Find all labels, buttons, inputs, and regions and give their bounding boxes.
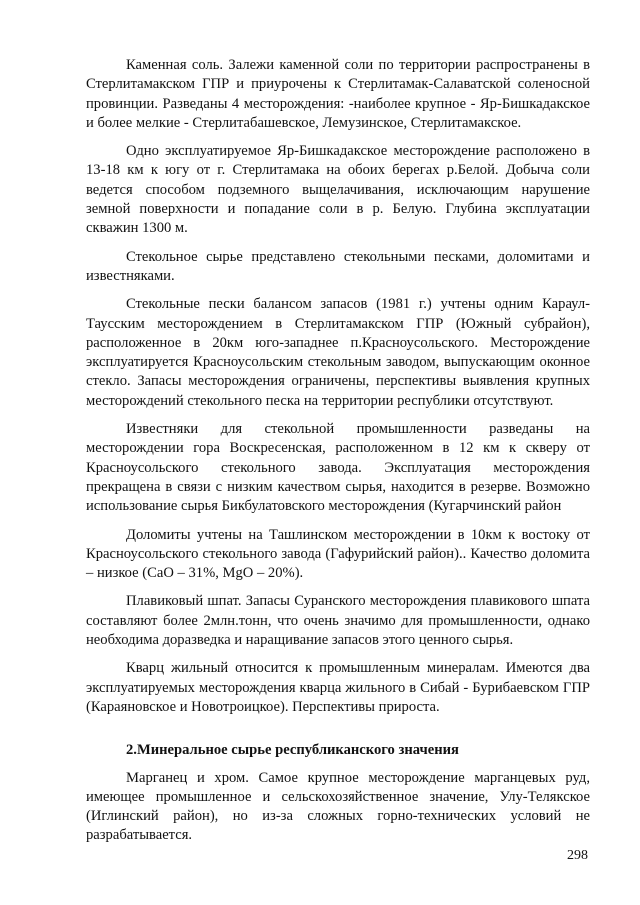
section-heading: 2.Минеральное сырье республиканского значения <box>126 742 459 759</box>
paragraph-manganese-chrome: Марганец и хром. Самое крупное месторождение марганцевых руд, имеющее промышленное и сельскохозяйственное значение, Улу-Телякское (Иглинский район), но из-за сложных горно-технических условий не разрабатывается. <box>86 769 590 844</box>
paragraph-glass-sands: Стекольные пески балансом запасов (1981 г.) учтены одним Караул-Таусским месторождением в Стерлитамакском ГПР (Южный субрайон), расположенное в 20км юго-западнее п.Красноусольского. Месторождение эксплуатируется Красноусольским стекольным заводом, выпускающим оконное стекло. Запасы месторождения ограничены, перспективы выявления крупных месторождений стекольного песка на территории республики отсутствуют. <box>86 296 590 409</box>
paragraph-vein-quartz: Кварц жильный относится к промышленным минералам. Имеются два эксплуатируемых месторождения кварца жильного в Сибай - Бурибаевском ГПР (Караяновское и Новотроицкое). Перспективы прироста. <box>86 660 590 715</box>
paragraph-rock-salt: Каменная соль. Залежи каменной соли по территории распространены в Стерлитамакском ГПР и приурочены к Стерлитамак-Салаватской соленосной провинции. Разведаны 4 месторождения: -наиболее крупное - Яр-Бишкадакское и более мелкие - Стерлитабашевское, Лемузинское, Стерлитамакское. <box>86 57 590 131</box>
paragraph-yar-bishkadak-deposit: Одно эксплуатируемое Яр-Бишкадакское месторождение расположено в 13-18 км к югу от г. Стерлитамака на обоих берегах р.Белой. Добыча соли ведется способом подземного выщелачивания, исключающим нарушение земной поверхности и попадание соли в р. Белую. Глубина эксплуатации скважин 1300 м. <box>86 143 590 237</box>
paragraph-glass-raw-materials: Стекольное сырье представлено стекольными песками, доломитами и известняками. <box>86 248 590 284</box>
paragraph-fluorspar: Плавиковый шпат. Запасы Суранского месторождения плавикового шпата составляют более 2млн.тонн, что очень значимо для промышленности, однако необходима доразведка и наращивание запасов этого ценного сырья. <box>86 593 590 649</box>
page-number: 298 <box>567 848 588 863</box>
paragraph-dolomites: Доломиты учтены на Ташлинском месторождении в 10км к востоку от Красноусольского стекольного завода (Гафурийский район).. Качество доломита – низкое (CaO – 31%, MgO – 20%). <box>86 526 590 582</box>
paragraph-limestones: Известняки для стекольной промышленности разведаны на месторождении гора Воскресенская, расположенном в 12 км к скверу от Красноусольского стекольного завода. Эксплуатация месторождения прекращена в связи с низким качеством сырья, находится в резерве. Возможно использование сырья Бикбулатовского месторождения (Кугарчинский район <box>86 421 590 515</box>
